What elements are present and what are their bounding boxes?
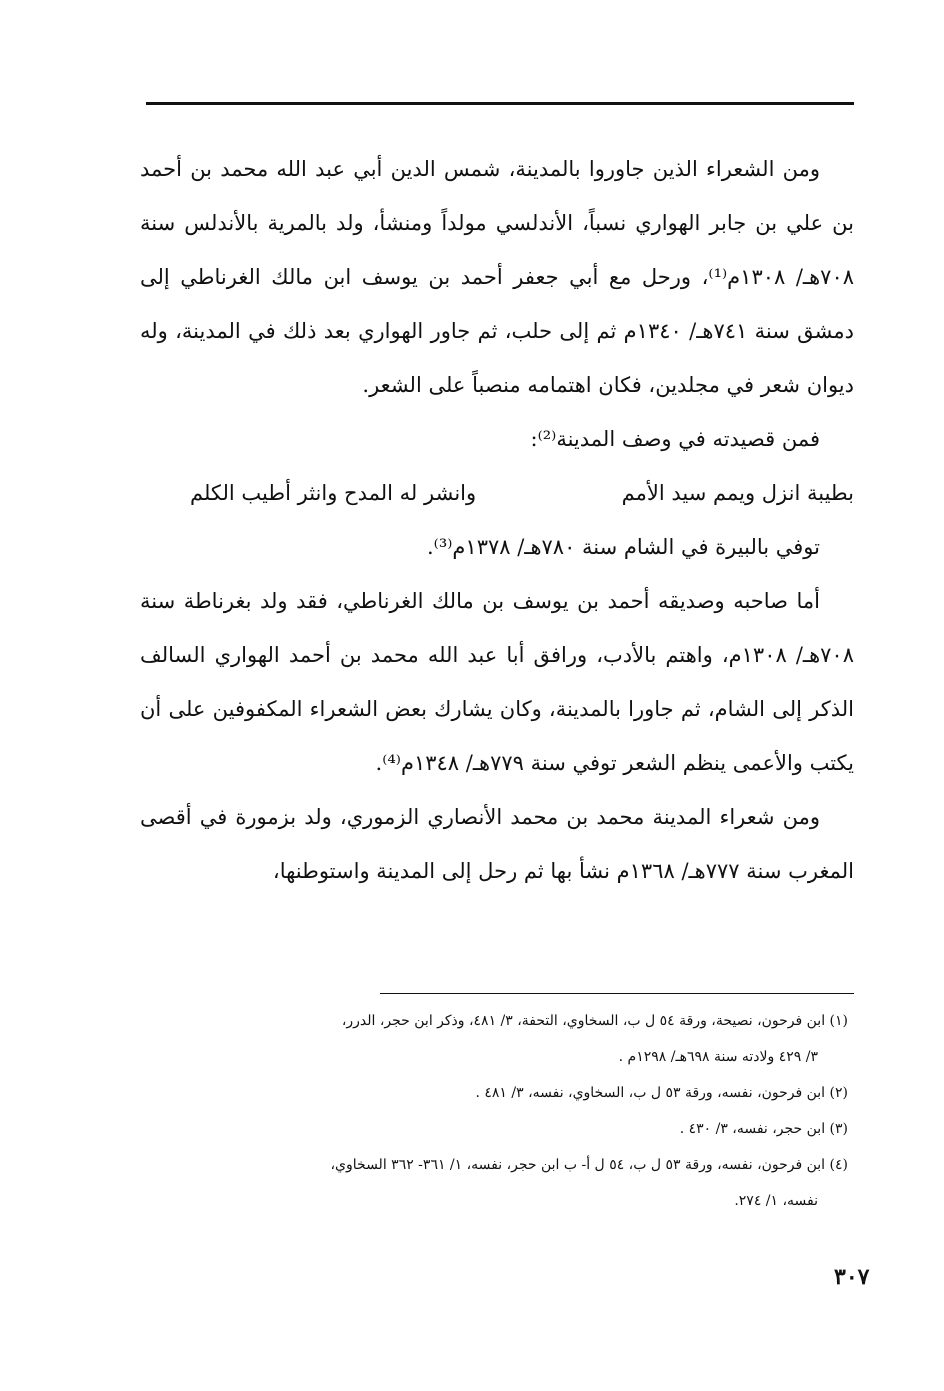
main-text bbox=[140, 142, 854, 898]
paragraph-gharnati: أما صاحبه وصديقه أحمد بن يوسف بن مالك الغرناطي، فقد ولد بغرناطة سنة ٧٠٨هـ/ ١٣٠٨م، واهتم بالأدب، ورافق أبا عبد الله محمد بن أحمد الهواري السالف الذكر إلى الشام، ثم جاورا بالمدينة، وكان يشارك بعض الشعراء المكفوفين على أن يكتب والأعمى ينظم الشعر توفي سنة ٧٧٩هـ/ ١٣٤٨م⁽⁴⁾. bbox=[140, 589, 854, 775]
footnotes bbox=[134, 1003, 848, 1219]
footnote-4-continuation: نفسه، ١/ ٢٧٤. bbox=[734, 1193, 818, 1209]
poem-verse bbox=[140, 466, 854, 520]
paragraph-poem-intro: فمن قصيدته في وصف المدينة⁽²⁾: bbox=[530, 427, 820, 451]
header-rule bbox=[146, 102, 854, 105]
paragraph-hawari: ومن الشعراء الذين جاوروا بالمدينة، شمس الدين أبي عبد الله محمد بن أحمد بن علي بن جابر الهواري نسباً، الأندلسي مولداً ومنشأ، ولد بالمرية بالأندلس سنة ٧٠٨هـ/ ١٣٠٨م⁽¹⁾، ورحل مع أبي جعفر أحمد بن يوسف ابن مالك الغرناطي إلى دمشق سنة ٧٤١هـ/ ١٣٤٠م ثم إلى حلب، ثم جاور الهواري بعد ذلك في المدينة، وله ديوان شعر في مجلدين، فكان اهتمامه منصباً على الشعر. bbox=[140, 157, 855, 397]
page-number: ٣٠٧ bbox=[834, 1264, 870, 1290]
footnote-1: (١) ابن فرحون، نصيحة، ورقة ٥٤ ل ب، السخاوي، التحفة، ٣/ ٤٨١، وذكر ابن حجر، الدرر، bbox=[341, 1013, 848, 1029]
verse-first-hemistich: بطيبة انزل ويمم سيد الأمم bbox=[621, 481, 854, 505]
footnote-2: (٢) ابن فرحون، نفسه، ورقة ٥٣ ل ب، السخاوي، نفسه، ٣/ ٤٨١ . bbox=[475, 1085, 848, 1101]
footnote-4: (٤) ابن فرحون، نفسه، ورقة ٥٣ ل ب، ٥٤ ل أ- ب ابن حجر، نفسه، ١/ ٣٦١- ٣٦٢ السخاوي، bbox=[330, 1157, 848, 1173]
footnote-1-continuation: ٣/ ٤٢٩ ولادته سنة ٦٩٨هـ/ ١٢٩٨م . bbox=[618, 1049, 818, 1065]
verse-second-hemistich: وانشر له المدح وانثر أطيب الكلم bbox=[190, 481, 477, 505]
paragraph-death: توفي بالبيرة في الشام سنة ٧٨٠هـ/ ١٣٧٨م⁽³⁾. bbox=[426, 535, 820, 559]
footnote-3: (٣) ابن حجر، نفسه، ٣/ ٤٣٠ . bbox=[679, 1121, 848, 1137]
footnote-rule bbox=[380, 993, 854, 994]
paragraph-zamouri: ومن شعراء المدينة محمد بن محمد الأنصاري الزموري، ولد بزمورة في أقصى المغرب سنة ٧٧٧هـ/ ١٣٦٨م نشأ بها ثم رحل إلى المدينة واستوطنها، bbox=[140, 805, 854, 883]
